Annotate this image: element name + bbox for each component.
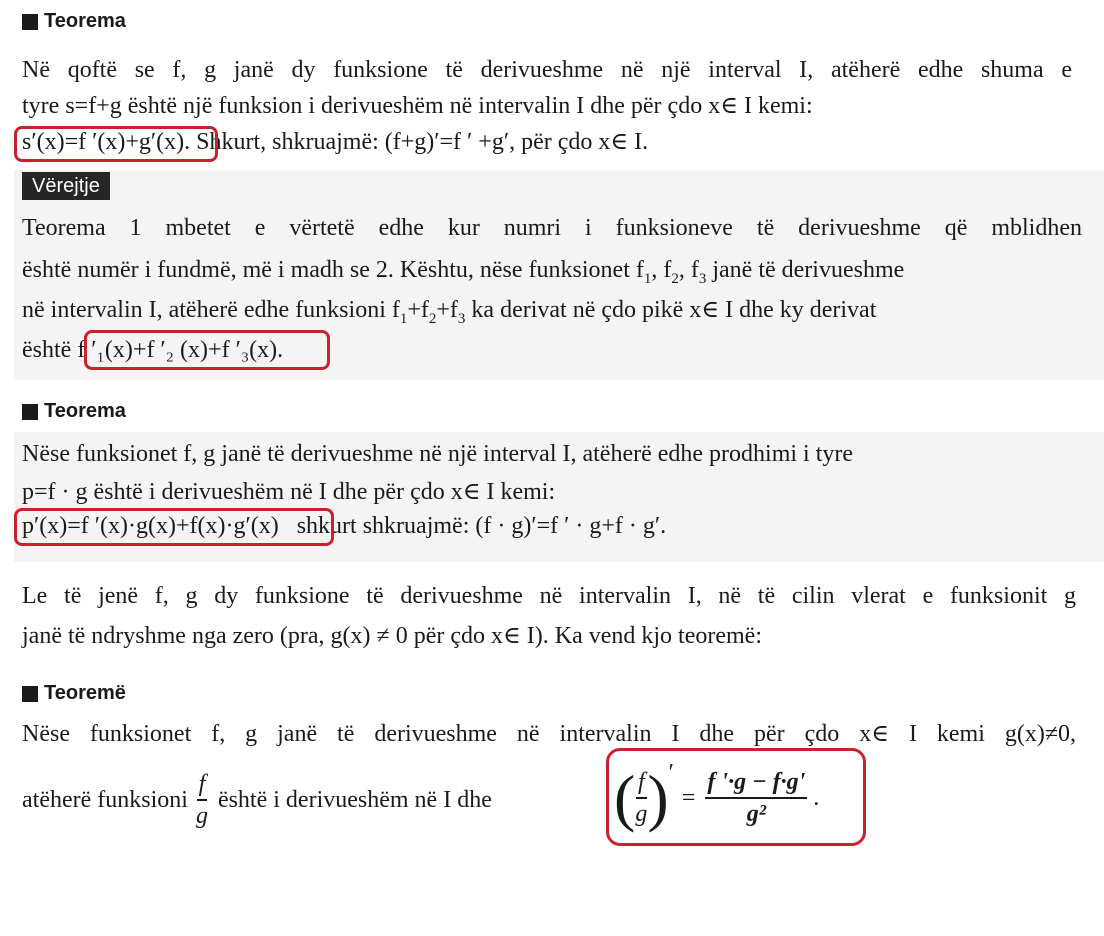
note-line3: në intervalin I, atëherë edhe funksioni $f_1+f_2+f_3$ ka derivat në çdo pikë x∈ I dhe ky derivat xyxy=(22,297,877,327)
product-derivative-formula: p′(x)=f ′(x)·g(x)+f(x)·g′(x) xyxy=(22,513,279,539)
theorem3-line1: Nëse funksionet f, g janë të derivueshme në intervalin I dhe për çdo x∈ I kemi g(x)≠0, xyxy=(22,721,1076,747)
note-line1: Teorema 1 mbetet e vërtetë edhe kur numri i funksioneve të derivueshme që mblidhen xyxy=(22,215,1082,241)
sum-derivative-formula: s′(x)=f ′(x)+g′(x). xyxy=(22,129,191,155)
theorem1-short-notation: Shkurt, shkruajmë: (f+g)′=f ′ +g′, për çdo x∈ I. xyxy=(190,129,649,155)
theorem1-line1: Në qoftë se f, g janë dy funksione të derivueshme në një interval I, atëherë edhe shuma e xyxy=(22,57,1072,83)
note-line2: është numër i fundmë, më i madh se 2. Kështu, nëse funksionet $f_1$, $f_2$, $f_3$ janë të derivueshme xyxy=(22,257,905,287)
theorem3-line2: atëherë funksioni $\frac{f}{g}$ është i derivueshëm në I dhe xyxy=(22,771,492,829)
formula-highlight-box-2 xyxy=(84,330,330,370)
formula-highlight-box-4 xyxy=(606,748,866,846)
theorem-heading-3 xyxy=(22,682,126,705)
intermediate-line2: janë të ndryshme nga zero (pra, g(x) ≠ 0 për çdo x∈ I). Ka vend kjo teoremë: xyxy=(22,623,762,649)
heading-text: Teorema xyxy=(44,10,126,32)
theorem-heading-1 xyxy=(22,10,126,33)
heading-text: Teorema xyxy=(44,400,126,422)
quotient-derivative-formula: ( $\frac{f}{g}$ ) ′ = $\frac{f '\cdot g - f\cdot g'}{\text{g²}}$ . xyxy=(614,760,820,833)
theorem2-short-notation: shkurt shkruajmë: (f · g)′=f ′ · g+f · g′. xyxy=(296,513,667,539)
square-bullet-icon xyxy=(22,14,38,30)
theorem2-line1: Nëse funksionet f, g janë të derivueshme në një interval I, atëherë edhe prodhimi i tyre xyxy=(22,441,854,467)
theorem1-line2: tyre s=f+g është një funksion i derivueshëm në intervalin I dhe për çdo x∈ I kemi: xyxy=(22,93,813,119)
theorem2-line2: p=f · g është i derivueshëm në I dhe për çdo x∈ I kemi: xyxy=(22,479,556,505)
note-line4: është f ′₁(x)+f ′₂ (x)+f ′₃(x). xyxy=(22,337,284,363)
square-bullet-icon xyxy=(22,686,38,702)
theorem-heading-2 xyxy=(22,400,126,423)
heading-text: Teoremë xyxy=(44,682,126,704)
square-bullet-icon xyxy=(22,404,38,420)
intermediate-line1: Le të jenë f, g dy funksione të derivueshme në intervalin I, në të cilin vlerat e funksionit g xyxy=(22,583,1076,609)
quotient-fraction: $\frac{f}{g}$ xyxy=(195,771,208,829)
formula-highlight-box-1 xyxy=(14,126,218,162)
sum-of-derivatives-formula: f ′₁(x)+f ′₂ (x)+f ′₃(x). xyxy=(77,337,284,363)
formula-highlight-box-3 xyxy=(14,508,334,546)
note-badge: Vërejtje xyxy=(22,172,110,200)
